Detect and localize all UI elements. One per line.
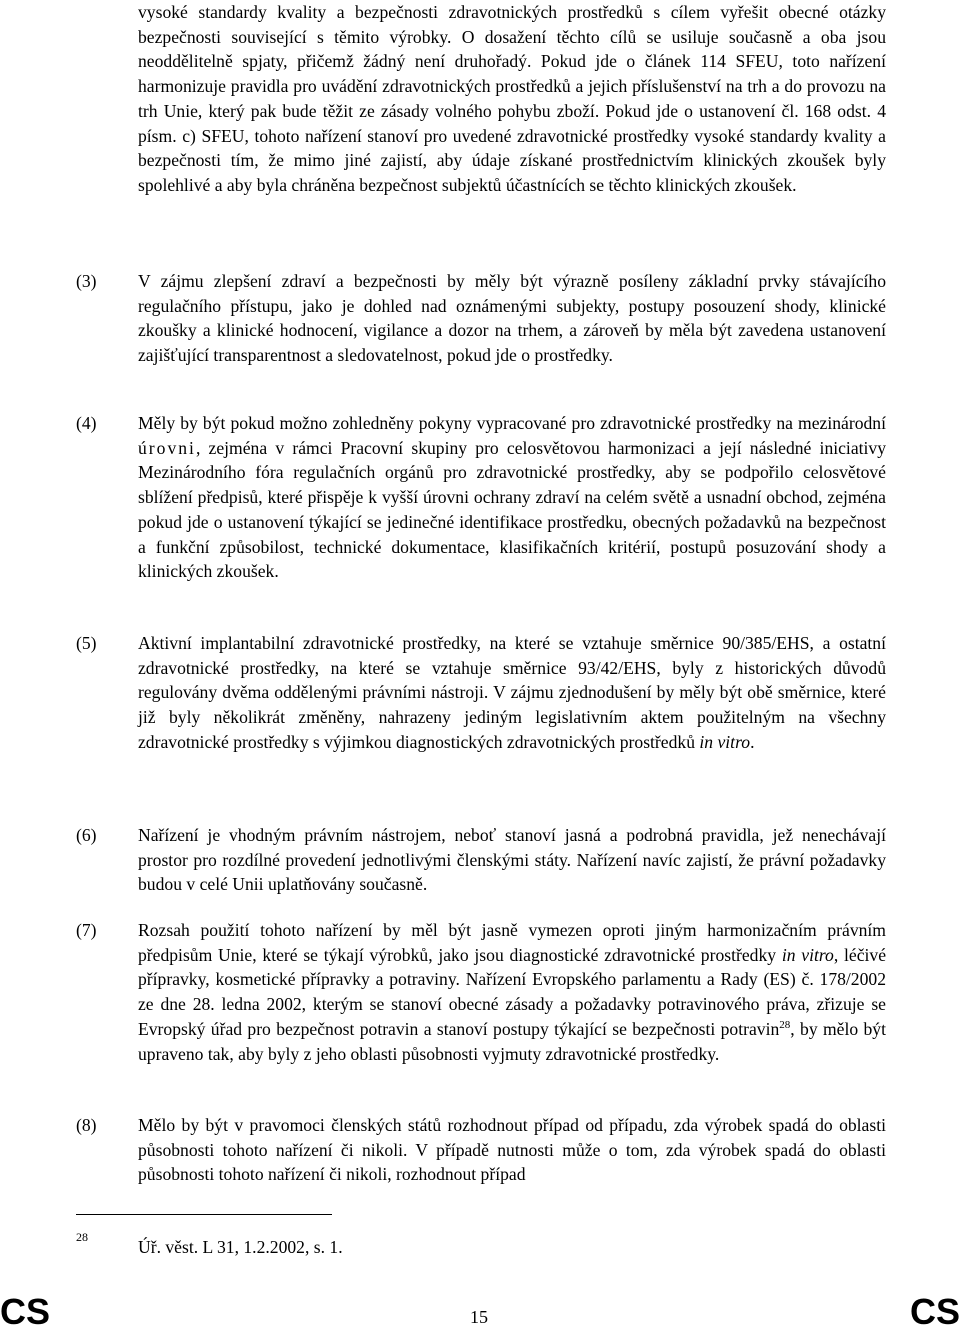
recital-8 bbox=[76, 1113, 886, 1187]
recital-number: (5) bbox=[76, 633, 97, 653]
continued-paragraph-text: vysoké standardy kvality a bezpečnosti zdravotnických prostředků s cílem vyřešit obecné otázky bezpečnosti související s těmito výrobky. O dosažení těchto cílů se usiluje současně a oba jsou neoddělitelně spjaty, přičemž žádný není druhořadý. Pokud jde o článek 114 SFEU, toto nařízení harmonizuje pravidla pro uvádění zdravotnických prostředků a jejich příslušenství na trh a do provozu na trh Unie, který pak bude těžit ze zásady volného pohybu zboží. Pokud jde o ustanovení čl. 168 odst. 4 písm. c) SFEU, tohoto nařízení stanoví pro uvedené zdravotnické prostředky vysoké standardy kvality a bezpečnosti tím, že mimo jiné zajistí, aby údaje získané prostřednictvím klinických zkoušek byly spolehlivé a aby byla chráněna bezpečnost subjektů účastnících se těchto klinických zkoušek. bbox=[138, 2, 886, 195]
continued-paragraph bbox=[138, 0, 886, 198]
recital-number: (3) bbox=[76, 271, 97, 291]
recital-text-spaced: úrovni bbox=[138, 437, 196, 458]
footnote-reference[interactable]: 28 bbox=[779, 1018, 791, 1031]
recital-text-part: Rozsah použití tohoto nařízení by měl být jasně vymezen oproti jiným harmonizačním právním předpisům Unie, které se týkají výrobků, jako jsou diagnostické zdravotnické prostředky bbox=[138, 920, 886, 965]
recital-number: (6) bbox=[76, 825, 97, 845]
recital-text-italic: in vitro bbox=[781, 944, 834, 965]
recital-text: Mělo by být v pravomoci členských států rozhodnout případ od případu, zda výrobek spadá do oblasti působnosti tohoto nařízení či nikoli. V případě nutnosti může o tom, zda výrobek spadá do oblasti působnosti tohoto nařízení či nikoli, rozhodnout případ bbox=[138, 1115, 886, 1185]
recital-text-part: Měly by být pokud možno zohledněny pokyny vypracované pro zdravotnické prostředky na mezinárodní bbox=[138, 413, 886, 433]
recital-text-part: Aktivní implantabilní zdravotnické prostředky, na které se vztahuje směrnice 90/385/EHS, a ostatní zdravotnické prostředky, na které se vztahuje směrnice 93/42/EHS, byly z historických důvodů regulovány dvěma oddělenými právními nástroji. V zájmu zjednodušení by měly být obě směrnice, které již byly několikrát změněny, nahrazeny jediným legislativním aktem použitelným na všechny zdravotnické prostředky s výjimkou diagnostických zdravotnických prostředků bbox=[138, 633, 886, 752]
recital-text-part: . bbox=[750, 731, 755, 752]
recital-text: Nařízení je vhodným právním nástrojem, neboť stanoví jasná a podrobná pravidla, jež nenechávají prostor pro rozdílné provedení jednotlivými členskými státy. Nařízení navíc zajistí, že právní požadavky budou v celé Unii uplatňovány současně. bbox=[138, 825, 886, 895]
recital-text-part: , léčivé přípravky, kosmetické přípravky a potraviny. Nařízení Evropského parlamentu a Rady (ES) č. 178/2002 ze dne 28. ledna 2002, kterým se stanoví obecné zásady a požadavky potravinového práva, zřizuje se Evropský úřad pro bezpečnost potravin a stanoví postupy týkající se bezpečnosti potravin bbox=[138, 944, 887, 1039]
recital-text bbox=[138, 918, 886, 1066]
recital-number: (4) bbox=[76, 413, 97, 433]
recital-number: (7) bbox=[76, 920, 97, 940]
page-number: 15 bbox=[470, 1307, 488, 1327]
recital-text bbox=[138, 631, 886, 755]
recital-7 bbox=[76, 918, 886, 1066]
footer-language-right: CS bbox=[909, 1291, 960, 1332]
footer-language-left: CS bbox=[0, 1291, 51, 1332]
recital-number: (8) bbox=[76, 1115, 97, 1135]
recital-text bbox=[138, 411, 886, 584]
recital-4 bbox=[76, 411, 886, 584]
footnote-mark: 28 bbox=[76, 1230, 88, 1244]
recital-3 bbox=[76, 269, 886, 368]
recital-5 bbox=[76, 631, 886, 755]
recital-text-part: , zejména v rámci Pracovní skupiny pro celosvětovou harmonizaci a její následné iniciativy Mezinárodního fóra regulačních orgánů pro zdravotnické prostředky, aby se podpořilo celosvětové sblížení předpisů, které přispěje k vyšší úrovni ochrany zdraví na celém světě a usnadní obchod, zejména pokud jde o ustanovení týkající se jedinečné identifikace prostředku, obecných požadavků na bezpečnost a funkční způsobilost, technické dokumentace, klasifikačních kritérií, postupů posuzování shody a klinických zkoušek. bbox=[138, 437, 886, 582]
recital-text-italic: in vitro bbox=[699, 731, 751, 752]
recital-text: V zájmu zlepšení zdraví a bezpečnosti by měly být výrazně posíleny základní prvky stávajícího regulačního přístupu, jako je dohled nad oznámenými subjekty, postupy posouzení shody, klinické zkoušky a klinické hodnocení, vigilance a dozor na trhem, a zároveň by měla být zavedena ustanovení zajišťující transparentnost a sledovatelnost, pokud jde o prostředky. bbox=[138, 271, 886, 366]
footnote-text: Úř. věst. L 31, 1.2.2002, s. 1. bbox=[138, 1237, 343, 1257]
recital-text-part: , by mělo být upraveno tak, aby byly z jeho oblasti působnosti vyjmuty zdravotnické prostředky. bbox=[138, 1018, 886, 1064]
footnote-separator bbox=[76, 1214, 332, 1215]
recital-6 bbox=[76, 823, 886, 897]
